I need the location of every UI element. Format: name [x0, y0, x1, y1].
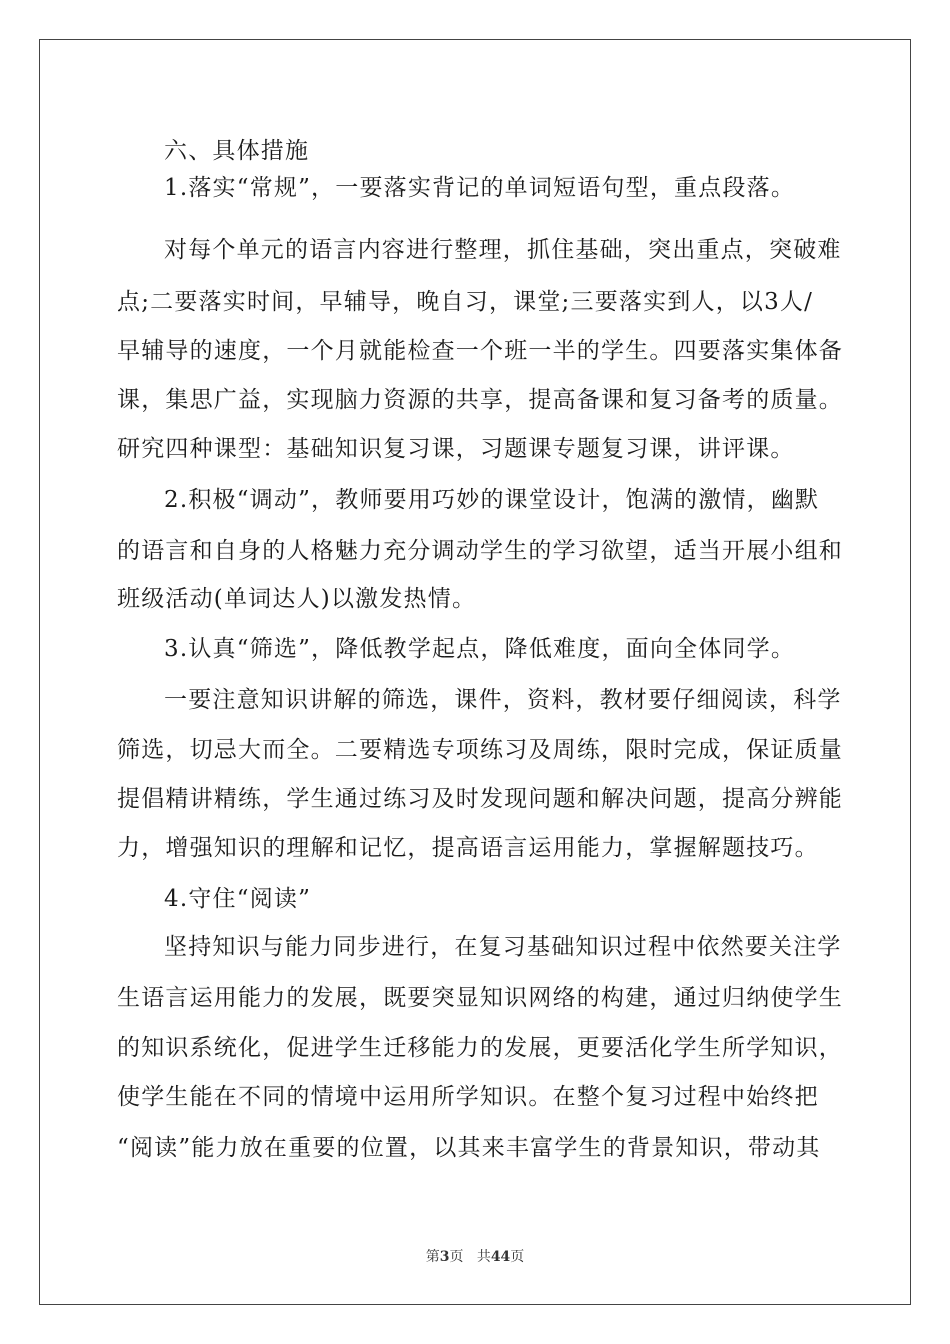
paragraph-line: 生语言运用能力的发展，既要突显知识网络的构建，通过归纳使学生: [117, 985, 843, 1011]
paragraph-line: 力，增强知识的理解和记忆，提高语言运用能力，掌握解题技巧。: [117, 835, 819, 861]
paragraph-line: 点;二要落实时间，早辅导，晚自习，课堂;三要落实到人，以3人/: [117, 289, 814, 315]
paragraph-line: 筛选，切忌大而全。二要精选专项练习及周练，限时完成，保证质量: [117, 737, 843, 763]
total-suffix: 页: [510, 1249, 525, 1265]
paragraph-line: 对每个单元的语言内容进行整理，抓住基础，突出重点，突破难: [164, 237, 842, 263]
page-number: 3: [439, 1249, 450, 1265]
paragraph-line: 课，集思广益，实现脑力资源的共享，提高备课和复习备考的质量。: [117, 387, 843, 413]
paragraph-line: 使学生能在不同的情境中运用所学知识。在整个复习过程中始终把: [117, 1084, 819, 1110]
paragraph-line: 坚持知识与能力同步进行，在复习基础知识过程中依然要关注学: [164, 934, 842, 960]
paragraph-line: 4.守住“阅读”: [164, 886, 312, 912]
paragraph-line: 早辅导的速度，一个月就能检查一个班一半的学生。四要落实集体备: [117, 338, 843, 364]
total-pages: 44: [490, 1249, 511, 1265]
paragraph-line: 提倡精讲精练，学生通过练习及时发现问题和解决问题，提高分辨能: [117, 786, 843, 812]
paragraph-line: 的知识系统化，促进学生迁移能力的发展，更要活化学生所学知识，: [117, 1035, 843, 1061]
page-border: [39, 39, 911, 1305]
paragraph-line: 2.积极“调动”，教师要用巧妙的课堂设计，饱满的激情，幽默: [164, 487, 820, 513]
page-footer: [0, 1246, 950, 1266]
paragraph-line: 3.认真“筛选”，降低教学起点，降低难度，面向全体同学。: [164, 636, 796, 662]
paragraph-line: 研究四种课型：基础知识复习课，习题课专题复习课，讲评课。: [117, 436, 795, 462]
paragraph-line: “阅读”能力放在重要的位置，以其来丰富学生的背景知识，带动其: [117, 1135, 821, 1161]
paragraph-line: 的语言和自身的人格魅力充分调动学生的学习欲望，适当开展小组和: [117, 538, 843, 564]
page-suffix: 页: [449, 1249, 464, 1265]
section-heading: 六、具体措施: [164, 138, 310, 164]
paragraph-line: 班级活动(单词达人)以激发热情。: [117, 586, 477, 612]
paragraph-line: 1.落实“常规”，一要落实背记的单词短语句型，重点段落。: [164, 175, 796, 201]
page-prefix: 第: [425, 1249, 440, 1265]
total-prefix: 共: [476, 1249, 491, 1265]
paragraph-line: 一要注意知识讲解的筛选，课件，资料，教材要仔细阅读，科学: [164, 687, 842, 713]
